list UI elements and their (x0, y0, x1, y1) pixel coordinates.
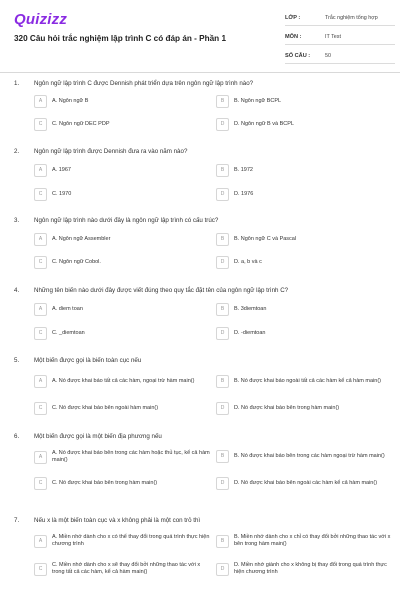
question-text (14, 357, 394, 364)
option-text: A. Ngôn ngữ Assembler (52, 236, 111, 242)
option-letter-box: A (34, 233, 47, 246)
option-text: B. Ngôn ngữ C và Pascal (234, 236, 297, 242)
question-number: 2. (14, 148, 20, 155)
option-letter-box: A (34, 95, 47, 108)
option-b[interactable] (216, 375, 396, 388)
question-number: 4. (14, 287, 20, 294)
question-number: 5. (14, 357, 20, 364)
option-c[interactable] (34, 562, 214, 576)
option-c[interactable] (34, 477, 214, 490)
option-text: C. Ngôn ngữ DEC PDP (52, 121, 110, 127)
question-stem: Ngôn ngữ lập trình được Dennish đưa ra vào năm nào? (34, 148, 188, 155)
option-text: A. Nó được khai báo tất cả các hàm, ngoại trừ hàm main() (52, 378, 195, 384)
option-text: B. 3diemtoan (234, 306, 267, 312)
option-a[interactable] (34, 303, 214, 316)
option-text: A. 1967 (52, 167, 71, 173)
option-letter-box: C (34, 477, 47, 490)
option-letter-box: A (34, 303, 47, 316)
option-letter-box: D (216, 563, 229, 576)
option-letter-box: B (216, 303, 229, 316)
option-text: A. Nó được khai báo bên trong các hàm hoặc thủ tục, kể cả hàm main() (52, 450, 210, 463)
option-text: B. 1972 (234, 167, 253, 173)
question-text (14, 287, 394, 294)
quizizz-logo (14, 11, 67, 27)
option-text: C. Ngôn ngữ Cobol. (52, 259, 101, 265)
option-text: D. Miền nhớ giành cho x không bị thay đổi trong quá trình thực hiện chương trình (234, 562, 387, 575)
meta-value: 50 (325, 52, 331, 59)
option-b[interactable] (216, 450, 396, 463)
option-letter-box: D (216, 118, 229, 131)
option-text: A. Miền nhớ dành cho x có thể thay đổi trong quá trình thực hiện chương trình (52, 534, 210, 547)
meta-row-count (285, 48, 395, 64)
question-number: 3. (14, 217, 20, 224)
option-text: B. Nó được khai báo ngoài tất cả các hàm kể cả hàm main() (234, 378, 381, 384)
worksheet-meta (285, 10, 395, 67)
option-text: B. Nó được khai báo bên trong các hàm ngoại trừ hàm main() (234, 453, 385, 459)
meta-label: SỐ CÂU : (285, 52, 311, 59)
question-number: 7. (14, 517, 20, 524)
option-a[interactable] (34, 375, 214, 388)
question-stem: Ngôn ngữ lập trình nào dưới đây là ngôn ngữ lập trình có cấu trúc? (34, 217, 219, 224)
worksheet-header (0, 0, 400, 73)
option-d[interactable] (216, 188, 396, 201)
option-letter-box: A (34, 375, 47, 388)
option-letter-box: C (34, 118, 47, 131)
question-text (14, 217, 394, 224)
option-text: D. a, b và c (234, 259, 262, 265)
option-letter-box: D (216, 402, 229, 415)
option-letter-box: B (216, 95, 229, 108)
meta-row-class (285, 10, 395, 26)
option-text: D. 1976 (234, 191, 254, 197)
question-text (14, 148, 394, 155)
question-number: 1. (14, 80, 20, 87)
option-b[interactable] (216, 95, 396, 108)
option-text: D. Nó được khai báo bên trong hàm main() (234, 405, 340, 411)
option-c[interactable] (34, 118, 214, 131)
option-d[interactable] (216, 562, 396, 576)
question-stem: Một biến được gọi là một biến địa phương nếu (34, 433, 162, 440)
question-stem: Những tên biến nào dưới đây được viết đúng theo quy tắc đặt tên của ngôn ngữ lập trình C? (34, 287, 289, 294)
option-a[interactable] (34, 450, 214, 464)
option-text: B. Ngôn ngữ BCPL (234, 98, 282, 104)
option-d[interactable] (216, 327, 396, 340)
option-d[interactable] (216, 477, 396, 490)
meta-row-subject (285, 29, 395, 45)
option-letter-box: C (34, 256, 47, 269)
worksheet-title: 320 Câu hỏi trắc nghiệm lập trình C có đáp án - Phần 1 (14, 34, 227, 43)
option-letter-box: C (34, 563, 47, 576)
meta-value: IT Test (325, 33, 341, 40)
option-a[interactable] (34, 534, 214, 548)
option-b[interactable] (216, 164, 396, 177)
option-b[interactable] (216, 534, 396, 548)
question-text (14, 433, 394, 440)
option-text: C. 1970 (52, 191, 72, 197)
option-text: A. diem toan (52, 306, 83, 312)
option-text: D. Nó được khai báo bên ngoài các hàm kể cả hàm main() (234, 480, 378, 486)
option-c[interactable] (34, 256, 214, 269)
option-text: A. Ngôn ngữ B (52, 98, 89, 104)
option-b[interactable] (216, 303, 396, 316)
question-text (14, 80, 394, 87)
option-letter-box: C (34, 327, 47, 340)
option-letter-box: A (34, 164, 47, 177)
option-c[interactable] (34, 327, 214, 340)
option-letter-box: B (216, 233, 229, 246)
option-letter-box: C (34, 402, 47, 415)
meta-value: Trắc nghiệm tổng hợp (325, 14, 378, 21)
option-letter-box: A (34, 451, 47, 464)
option-letter-box: B (216, 450, 229, 463)
option-a[interactable] (34, 233, 214, 246)
option-text: C. Nó được khai báo bên ngoài hàm main() (52, 405, 159, 411)
option-d[interactable] (216, 118, 396, 131)
logo-text: Quizizz (14, 10, 68, 28)
option-c[interactable] (34, 188, 214, 201)
option-letter-box: B (216, 375, 229, 388)
option-text: D. Ngôn ngữ B và BCPL (234, 121, 294, 127)
option-letter-box: C (34, 188, 47, 201)
question-stem: Ngôn ngữ lập trình C được Dennish phát triển dựa trên ngôn ngữ lập trình nào? (34, 80, 254, 87)
question-stem: Một biến được gọi là biến toàn cục nếu (34, 357, 142, 364)
option-d[interactable] (216, 402, 396, 415)
option-a[interactable] (34, 164, 214, 177)
option-c[interactable] (34, 402, 214, 415)
option-text: B. Miền nhớ dành cho x chỉ có thay đổi bởi những thao tác với x bên trong hàm main() (234, 534, 391, 547)
option-text: C. Nó được khai báo bên trong hàm main() (52, 480, 158, 486)
option-letter-box: D (216, 256, 229, 269)
option-text: C. Miền nhớ dành cho x sẽ thay đổi bởi những thao tác với x trong tất cả các hàm, kể cả hàm main() (52, 562, 201, 575)
option-d[interactable] (216, 256, 396, 269)
option-letter-box: B (216, 164, 229, 177)
question-text (14, 517, 394, 524)
question-number: 6. (14, 433, 20, 440)
option-letter-box: D (216, 188, 229, 201)
option-b[interactable] (216, 233, 396, 246)
option-text: C. _diemtoan (52, 330, 85, 336)
option-letter-box: D (216, 327, 229, 340)
option-letter-box: B (216, 535, 229, 548)
question-stem: Nếu x là một biến toàn cục và x không phải là một con trỏ thì (34, 517, 201, 524)
option-text: D. -diemtoan (234, 330, 266, 336)
meta-label: MÔN : (285, 33, 302, 40)
option-a[interactable] (34, 95, 214, 108)
meta-label: LỚP : (285, 14, 301, 21)
option-letter-box: A (34, 535, 47, 548)
option-letter-box: D (216, 477, 229, 490)
